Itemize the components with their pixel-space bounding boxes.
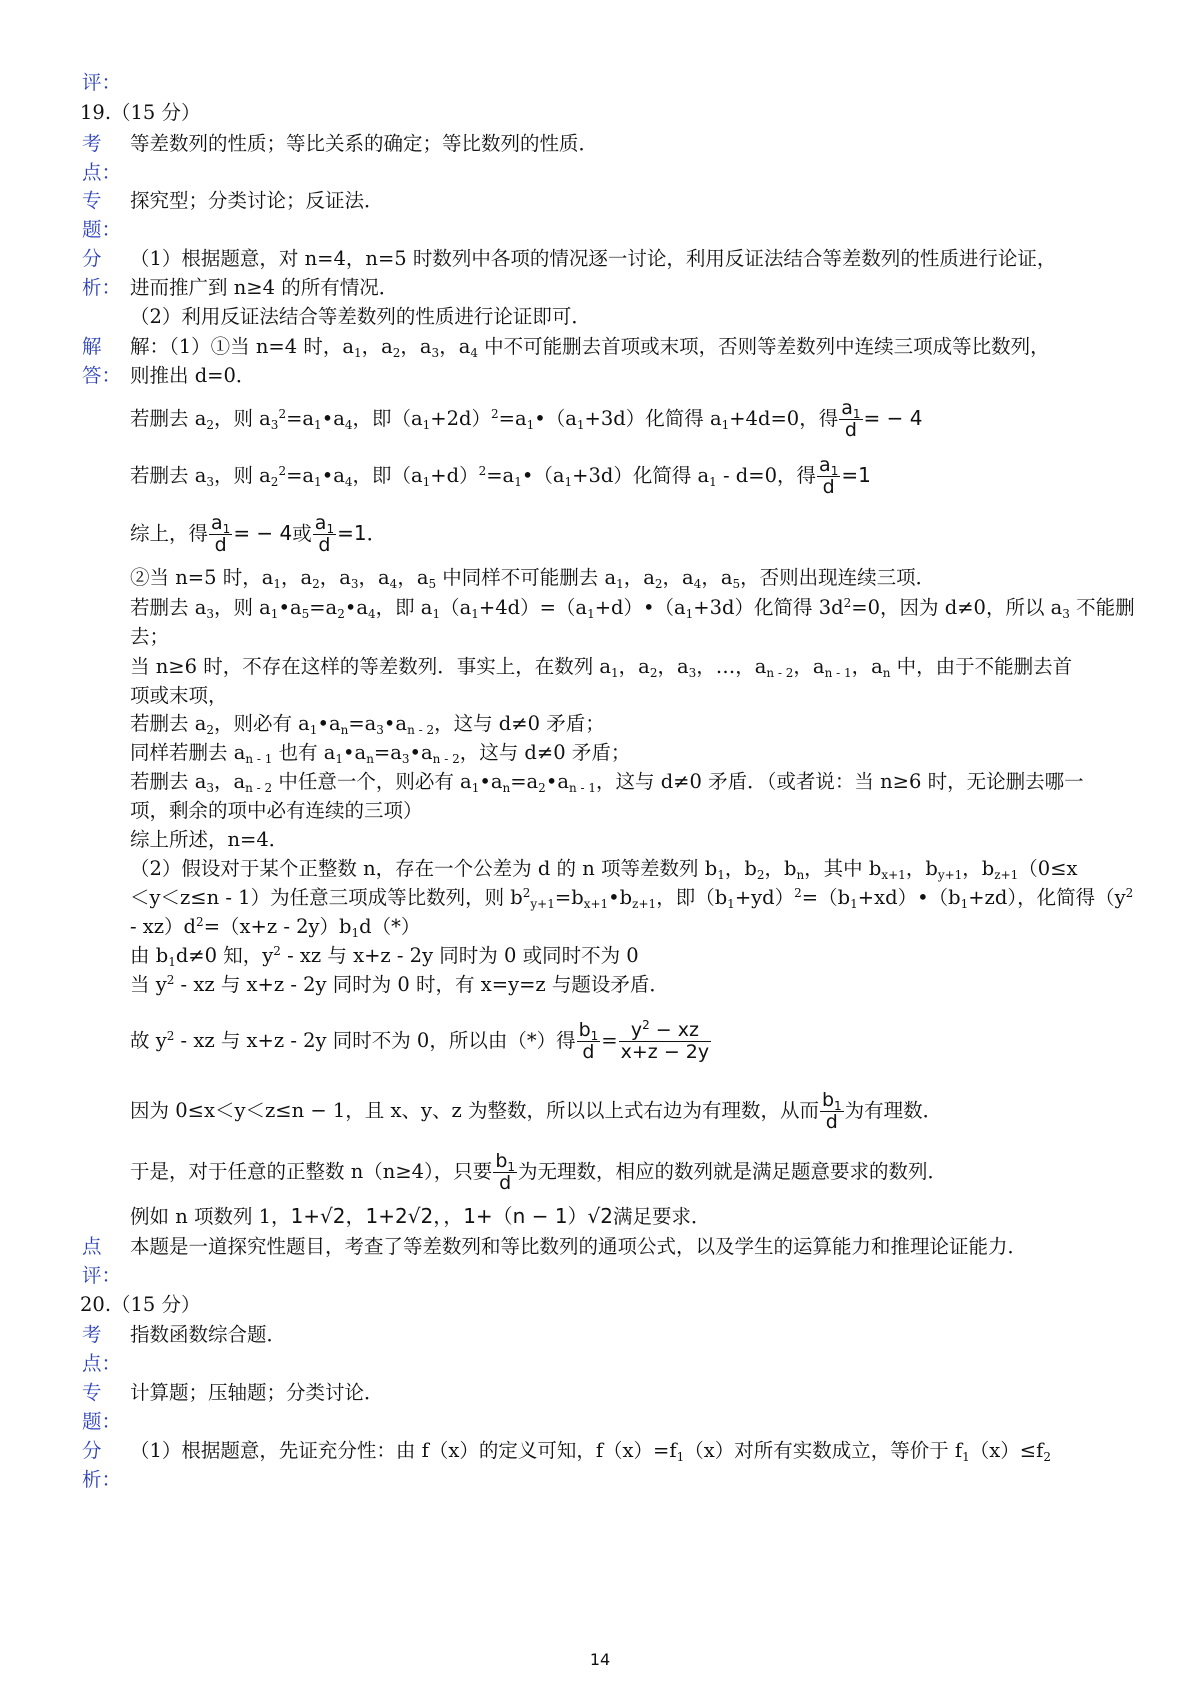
fraction-a1-over-d: $\frac{a_1}{d}$ (819, 454, 839, 498)
label-jie: 解 (82, 335, 102, 358)
label-zhuan-20: 专 (82, 1381, 102, 1404)
sol-summary-n4: 综上，得 $\frac{a_1}{d}$ = − 4或 $\frac{a_1}{d}$ =1． (130, 512, 387, 556)
sol-delete-a2: 若删去 $a_2$，则 $a_3^2=a_1•a_4$，即$(a_1+2d)^2=a_1•(a_1+3d)$化简得 $a_1+4d=0$，得 $\frac{a_1}{d}$ = − 4 (130, 397, 923, 441)
sol-n6-b: 项或末项， (130, 684, 228, 707)
sol-n5: ②当 n=5 时，$a_1$，$a_2$，$a_3$，$a_4$，$a_5$ 中同样不可能删去 $a_1$，$a_2$，$a_4$，$a_5$，否则出现连续三项． (130, 566, 936, 591)
label-xi-20: 析： (82, 1468, 122, 1491)
fraction-b1-over-d: $\frac{b_1}{d}$ (578, 1019, 599, 1063)
sol-part2-1: （2）假设对于某个正整数 n，存在一个公差为 d 的 n 项等差数列 $b_1$，$b_2$，$b_n$，其中 $b_{x+1}$，$b_{y+1}$，$b_{z+1}(0\le x$ (130, 857, 1078, 882)
sol-part2-3: - $xz)d^2=(x+z - 2y)b_1d(*)$ (130, 915, 421, 940)
q19-fenxi-line2: 进而推广到 n≥4 的所有情况． (130, 276, 399, 299)
sol-part2-4: 由 $b_1d\ne 0$ 知，$y^2$ - xz 与 x+z - 2y 同时为 0 或同时不为 0 (130, 944, 639, 969)
label-dian: 点： (82, 161, 122, 184)
fraction-b1-over-d: $\frac{b_1}{d}$ (821, 1089, 842, 1133)
label-zhuan: 专 (82, 189, 102, 212)
q19-dianping: 本题是一道探究性题目，考查了等差数列和等比数列的通项公式，以及学生的运算能力和推理论证能力． (130, 1235, 1028, 1258)
sol-n6-an1: 同样若删去 $a_{n - 1}$ 也有 $a_1•a_n=a_3•a_{n - 2}$，这与 d≠0 矛盾； (130, 741, 631, 766)
label-pingping-top: 评： (82, 71, 122, 94)
label-kao: 考 (82, 132, 102, 155)
label-ti: 题： (82, 218, 122, 241)
fraction-y2-xz: $\frac{y^2 - xz}{x+z - 2y}$ (620, 1018, 710, 1063)
q20-kaodian: 指数函数综合题． (130, 1323, 287, 1346)
q19-zhuanti: 探究型；分类讨论；反证法． (130, 189, 384, 212)
q19-header: 19.（15 分） (80, 101, 201, 124)
sol-part2-2: ＜y＜z≤n - 1）为任意三项成等比数列，则 $b^2_{y+1}=b_{x+1}•b_{z+1}$，即$(b_1+yd)^2=(b_1+xd)•(b_1+zd)$，化简得（$y^2$ (130, 886, 1134, 911)
sol-line1: 解：（1）①当 n=4 时，$a_1$，$a_2$，$a_3$，$a_4$ 中不可能删去首项或末项，否则等差数列中连续三项成等比数列， (130, 335, 1050, 360)
fraction-a1-over-d: $\frac{a_1}{d}$ (211, 512, 231, 556)
sol-line2: 则推出 d=0． (130, 364, 256, 387)
fraction-a1-over-d: $\frac{a_1}{d}$ (841, 397, 861, 441)
sol-example: 例如 n 项数列 1，1+√2，1+2√2，，1+（n − 1）√2满足要求． (130, 1204, 711, 1228)
q20-header: 20.（15 分） (80, 1293, 201, 1316)
sol-n6-rest: 项，剩余的项中必有连续的三项） (130, 799, 423, 822)
q20-fenxi-line1: （1）根据题意，先证充分性：由 f（x）的定义可知，$f(x)=f_1(x)$对所有实数成立，等价于 $f_1(x)\le f_2$ (130, 1439, 1051, 1464)
label-fen: 分 (82, 247, 102, 270)
sol-part2-5: 当 $y^2$ - xz 与 x+z - 2y 同时为 0 时，有 x=y=z 与题设矛盾． (130, 973, 669, 996)
sol-part2-6: 故 $y^2$ - xz 与 x+z - 2y 同时不为 0，所以由（*）得 $\frac{b_1}{d}$ = $\frac{y^2 - xz}{x+z - 2y}$ (130, 1018, 710, 1063)
sol-n6-a2: 若删去 $a_2$，则必有 $a_1•a_n=a_3•a_{n - 2}$，这与 d≠0 矛盾； (130, 712, 605, 737)
label-ti-20: 题： (82, 1410, 122, 1433)
q19-fenxi-line3: （2）利用反证法结合等差数列的性质进行论证即可． (130, 305, 591, 328)
label-kao-20: 考 (82, 1323, 102, 1346)
label-xi: 析： (82, 276, 122, 299)
q20-zhuanti: 计算题；压轴题；分类讨论． (130, 1381, 384, 1404)
q19-kaodian: 等差数列的性质；等比关系的确定；等比数列的性质． (130, 132, 599, 155)
label-ping2: 评： (82, 1264, 122, 1287)
sol-conclusion: 综上所述，n=4． (130, 828, 289, 851)
sol-rational: 因为 0≤x＜y＜z≤n − 1，且 x、y、z 为整数，所以以上式右边为有理数，从而 $\frac{b_1}{d}$ 为有理数． (130, 1089, 943, 1133)
sol-n5-delete-a3: 若删去 $a_3$，则 $a_1•a_5=a_2•a_4$，即 $a_1(a_1+4d)=(a_1+d)•(a_1+3d)$化简得 $3d^2=0$，因为 d≠0，所以 $a_3$ 不能删 (130, 596, 1135, 621)
sol-n6: 当 n≥6 时，不存在这样的等差数列．事实上，在数列 $a_1$，$a_2$，$a_3$，…，$a_{n - 2}$，$a_{n - 1}$，$a_n$ 中，由于不能删去首 (130, 655, 1073, 680)
sol-n5-qu: 去； (130, 625, 170, 648)
fraction-b1-over-d: $\frac{b_1}{d}$ (495, 1150, 516, 1194)
label-dian-20: 点： (82, 1352, 122, 1375)
fraction-a1-over-d: $\frac{a_1}{d}$ (314, 512, 335, 556)
sol-irrational: 于是，对于任意的正整数 n（n≥4），只要 $\frac{b_1}{d}$ 为无理数，相应的数列就是满足题意要求的数列． (130, 1150, 948, 1194)
sol-n6-a3: 若删去 $a_3$，$a_{n - 2}$ 中任意一个，则必有 $a_1•a_n=a_2•a_{n - 1}$，这与 d≠0 矛盾．（或者说：当 n≥6 时，无论删去哪一 (130, 770, 1084, 795)
sol-delete-a3: 若删去 $a_3$，则 $a_2^2=a_1•a_4$，即$(a_1+d)^2=a_1•(a_1+3d)$化简得 $a_1 - d=0$，得 $\frac{a_1}{d}$ =1 (130, 454, 871, 498)
q19-fenxi-line1: （1）根据题意，对 n=4，n=5 时数列中各项的情况逐一讨论，利用反证法结合等差数列的性质进行论证， (130, 247, 1057, 270)
page-number: 14 (589, 1650, 611, 1669)
label-dian2: 点 (82, 1235, 102, 1258)
label-fen-20: 分 (82, 1439, 102, 1462)
label-da: 答： (82, 364, 122, 387)
